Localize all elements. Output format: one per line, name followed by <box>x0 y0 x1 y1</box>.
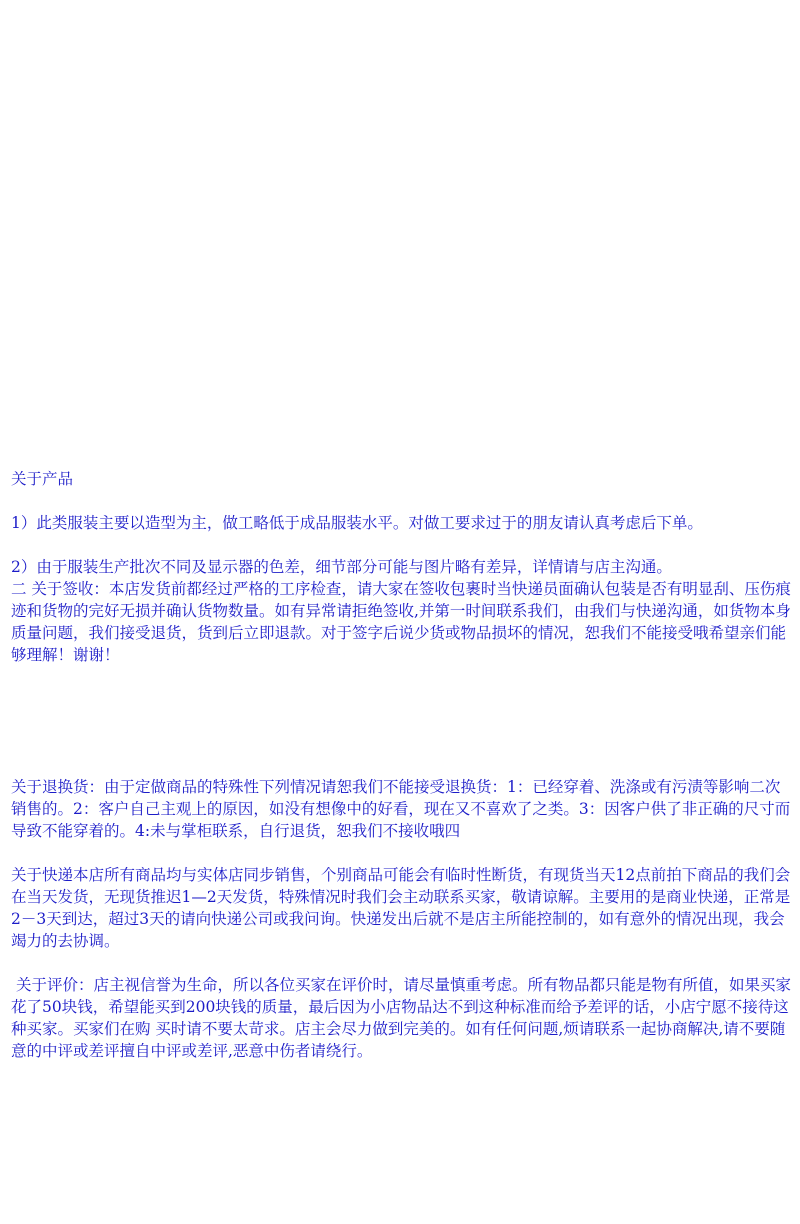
spacer <box>11 952 791 974</box>
spacer <box>11 534 791 556</box>
product-point-2: 2）由于服装生产批次不同及显示器的色差，细节部分可能与图片略有差异，详情请与店主沟通。 <box>11 558 672 576</box>
spacer <box>11 842 791 864</box>
review-paragraph: 关于评价：店主视信誉为生命，所以各位买家在评价时，请尽量慎重考虑。所有物品都只能是物有所值，如果买家花了50块钱，希望能买到200块钱的质量，最后因为小店物品达不到这种标准而给予差评的话，小店宁愿不接待这种买家。买家们在购 买时请不要太苛求。店主会尽力做到完美的。如有任何问题,烦请联系一起协商解决,请不要随意的中评或差评擅自中评或差评,恶意中伤者请绕行。 <box>11 976 791 1060</box>
document-body <box>11 468 791 1062</box>
spacer <box>11 490 791 512</box>
spacer <box>11 666 791 776</box>
returns-paragraph: 关于退换货：由于定做商品的特殊性下列情况请恕我们不能接受退换货：1：已经穿着、洗涤或有污渍等影响二次销售的。2：客户自己主观上的原因，如没有想像中的好看，现在又不喜欢了之类。3：因客户供了非正确的尺寸而导致不能穿着的。4:未与掌柜联系，自行退货，恕我们不接收哦四 <box>11 778 791 840</box>
product-point-1: 1）此类服装主要以造型为主，做工略低于成品服装水平。对做工要求过于的朋友请认真考虑后下单。 <box>11 514 703 532</box>
sign-receipt-paragraph: 二 关于签收：本店发货前都经过严格的工序检查，请大家在签收包裹时当快递员面确认包装是否有明显刮、压伤痕迹和货物的完好无损并确认货物数量。如有异常请拒绝签收,并第一时间联系我们，由我们与快递沟通，如货物本身质量问题，我们接受退货，货到后立即退款。对于签字后说少货或物品损坏的情况，恕我们不能接受哦希望亲们能够理解！谢谢！ <box>11 580 791 664</box>
shipping-paragraph: 关于快递本店所有商品均与实体店同步销售，个别商品可能会有临时性断货，有现货当天12点前拍下商品的我们会在当天发货，无现货推迟1—2天发货，特殊情况时我们会主动联系买家，敬请谅解。主要用的是商业快递，正常是2－3天到达，超过3天的请向快递公司或我问询。快递发出后就不是店主所能控制的，如有意外的情况出现，我会竭力的去协调。 <box>11 866 791 950</box>
product-heading: 关于产品 <box>11 470 74 488</box>
